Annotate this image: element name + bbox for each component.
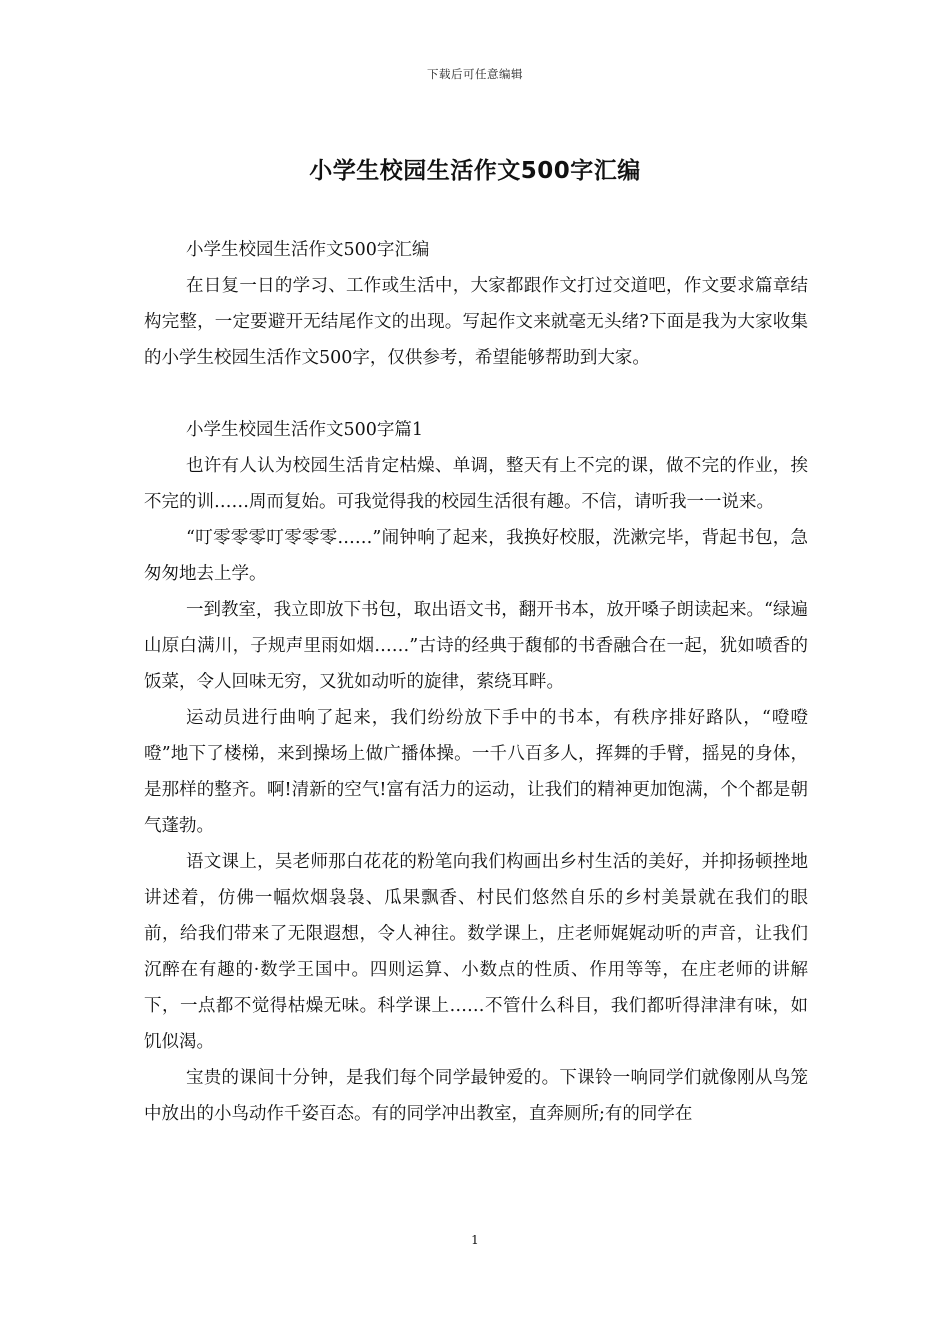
body-paragraph: 宝贵的课间十分钟，是我们每个同学最钟爱的。下课铃一响同学们就像刚从鸟笼中放出的小鸟动作千姿百态。有的同学冲出教室，直奔厕所;有的同学在 [144, 1068, 808, 1124]
intro-paragraph: 在日复一日的学习、工作或生活中，大家都跟作文打过交道吧，作文要求篇章结构完整，一定要避开无结尾作文的出现。写起作文来就毫无头绪?下面是我为大家收集的小学生校园生活作文500字，仅供参考，希望能够帮助到大家。 [144, 276, 808, 368]
body-paragraph: 也许有人认为校园生活肯定枯燥、单调，整天有上不完的课，做不完的作业，挨不完的训……周而复始。可我觉得我的校园生活很有趣。不信，请听我一一说来。 [144, 456, 808, 512]
section-heading: 小学生校园生活作文500字篇1 [186, 420, 424, 440]
body-paragraph: 运动员进行曲响了起来，我们纷纷放下手中的书本，有秩序排好路队，“噔噔噔”地下了楼梯，来到操场上做广播体操。一千八百多人，挥舞的手臂，摇晃的身体，是那样的整齐。啊!清新的空气!富有活力的运动，让我们的精神更加饱满，个个都是朝气蓬勃。 [144, 708, 808, 836]
page-number: 1 [471, 1233, 479, 1247]
body-paragraph: 一到教室，我立即放下书包，取出语文书，翻开书本，放开嗓子朗读起来。“绿遍山原白满川，子规声里雨如烟……”古诗的经典于馥郁的书香融合在一起，犹如喷香的饭菜，令人回味无穷，又犹如动听的旋律，萦绕耳畔。 [144, 600, 808, 692]
document-title: 小学生校园生活作文500字汇编 [309, 158, 641, 184]
body-paragraph: “叮零零零叮零零零……”闹钟响了起来，我换好校服，洗漱完毕，背起书包，急匆匆地去上学。 [144, 528, 808, 584]
body-paragraph: 语文课上，吴老师那白花花的粉笔向我们构画出乡村生活的美好，并抑扬顿挫地讲述着，仿佛一幅炊烟袅袅、瓜果飘香、村民们悠然自乐的乡村美景就在我们的眼前，给我们带来了无限遐想，令人神往。数学课上，庄老师娓娓动听的声音，让我们沉醉在有趣的·数学王国中。四则运算、小数点的性质、作用等等，在庄老师的讲解下，一点都不觉得枯燥无味。科学课上……不管什么科目，我们都听得津津有味，如饥似渴。 [144, 852, 808, 1052]
intro-heading: 小学生校园生活作文500字汇编 [186, 240, 430, 260]
document-body [144, 232, 808, 1132]
header-note: 下载后可任意编辑 [427, 67, 523, 81]
